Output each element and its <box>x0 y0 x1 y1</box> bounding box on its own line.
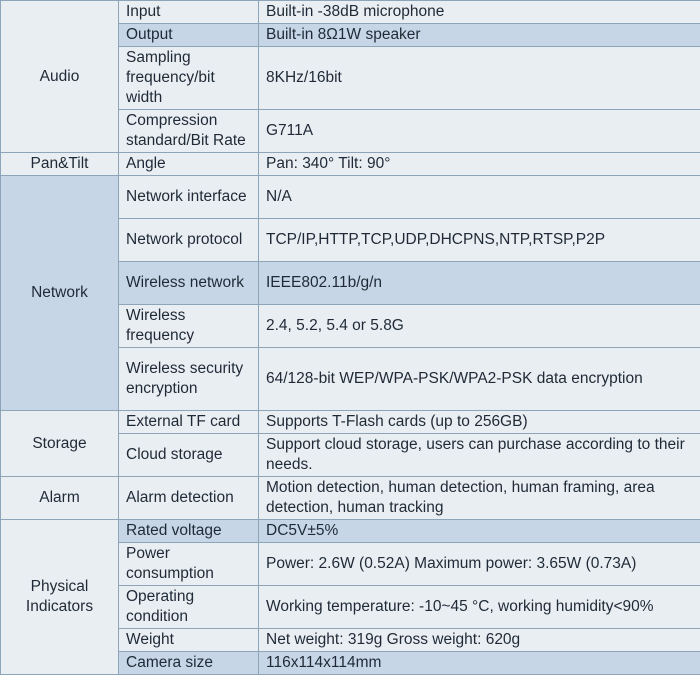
row-value: Motion detection, human detection, human framing, area detection, human tracking <box>259 477 700 520</box>
row-label: Wireless security encryption <box>119 348 259 411</box>
category-physical-indicators: Physical Indicators <box>1 520 119 675</box>
row-label: Compression standard/Bit Rate <box>119 110 259 153</box>
row-label: Input <box>119 1 259 24</box>
row-value: 2.4, 5.2, 5.4 or 5.8G <box>259 305 700 348</box>
row-label: Network protocol <box>119 219 259 262</box>
row-value: Pan: 340° Tilt: 90° <box>259 153 700 176</box>
row-label: Network interface <box>119 176 259 219</box>
table-row <box>1 411 700 434</box>
row-label: Power consumption <box>119 543 259 586</box>
category-network: Network <box>1 176 119 411</box>
table-row <box>1 520 700 543</box>
row-value: DC5V±5% <box>259 520 700 543</box>
category-audio: Audio <box>1 1 119 153</box>
row-value: Power: 2.6W (0.52A) Maximum power: 3.65W (0.73A) <box>259 543 700 586</box>
table-row <box>1 477 700 520</box>
row-value: 64/128-bit WEP/WPA-PSK/WPA2-PSK data encryption <box>259 348 700 411</box>
row-label: Angle <box>119 153 259 176</box>
row-label: External TF card <box>119 411 259 434</box>
row-label: Weight <box>119 629 259 652</box>
row-value: Built-in 8Ω1W speaker <box>259 24 700 47</box>
row-label: Camera size <box>119 652 259 675</box>
row-value: Working temperature: -10~45 °C, working humidity<90% <box>259 586 700 629</box>
row-label: Wireless frequency <box>119 305 259 348</box>
row-value: G711A <box>259 110 700 153</box>
row-value: 116x114x114mm <box>259 652 700 675</box>
table-row <box>1 153 700 176</box>
category-pan-tilt: Pan&Tilt <box>1 153 119 176</box>
row-value: 8KHz/16bit <box>259 47 700 110</box>
row-label: Sampling frequency/bit width <box>119 47 259 110</box>
row-label: Wireless network <box>119 262 259 305</box>
row-value: Supports T-Flash cards (up to 256GB) <box>259 411 700 434</box>
table-row <box>1 176 700 219</box>
row-value: Support cloud storage, users can purchase according to their needs. <box>259 434 700 477</box>
row-value: N/A <box>259 176 700 219</box>
row-label: Rated voltage <box>119 520 259 543</box>
row-value: TCP/IP,HTTP,TCP,UDP,DHCPNS,NTP,RTSP,P2P <box>259 219 700 262</box>
row-label: Operating condition <box>119 586 259 629</box>
row-value: Built-in -38dB microphone <box>259 1 700 24</box>
row-value: IEEE802.11b/g/n <box>259 262 700 305</box>
table-row <box>1 1 700 24</box>
row-label: Output <box>119 24 259 47</box>
row-label: Cloud storage <box>119 434 259 477</box>
row-value: Net weight: 319g Gross weight: 620g <box>259 629 700 652</box>
category-alarm: Alarm <box>1 477 119 520</box>
row-label: Alarm detection <box>119 477 259 520</box>
category-storage: Storage <box>1 411 119 477</box>
